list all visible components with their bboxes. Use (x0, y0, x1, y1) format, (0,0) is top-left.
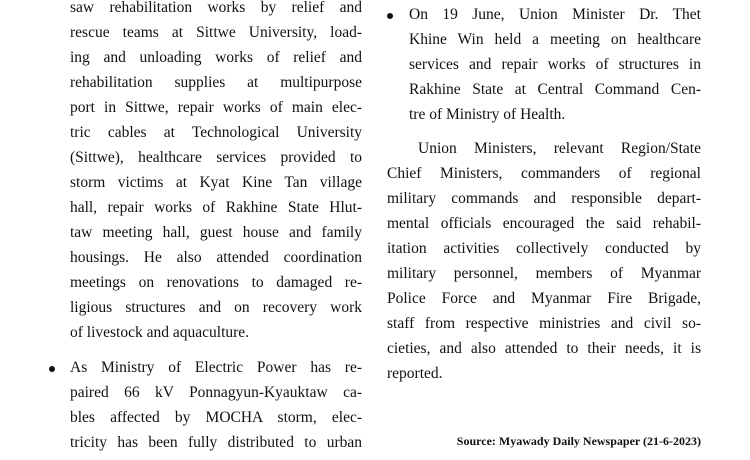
text-line: rescue teams at Sittwe University, load- (70, 24, 362, 41)
bullet-icon (387, 13, 393, 19)
text-line: itation activities collectively conducted by (387, 240, 701, 257)
text-line: On 19 June, Union Minister Dr. Thet (409, 6, 701, 23)
text-line: Police Force and Myanmar Fire Brigade, (387, 290, 701, 307)
text-line: housings. He also attended coordination (70, 249, 362, 266)
text-line: Khine Win held a meeting on healthcare (409, 31, 701, 48)
text-line: tre of Ministry of Health. (409, 106, 566, 123)
text-line: saw rehabilitation works by relief and (70, 0, 362, 16)
text-line: taw meeting hall, guest house and family (70, 224, 362, 241)
text-line: Union Ministers, relevant Region/State (418, 140, 701, 157)
text-line: port in Sittwe, repair works of main elec- (70, 99, 362, 116)
text-line: tricity has been fully distributed to urban (70, 434, 362, 451)
text-line: military personnel, members of Myanmar (387, 265, 701, 282)
text-line: reported. (387, 365, 443, 382)
text-line: bles affected by MOCHA storm, elec- (70, 409, 362, 426)
bullet-icon (49, 366, 55, 372)
text-line: (Sittwe), healthcare services provided to (70, 149, 362, 166)
text-line: cieties, and also attended to their needs, it is (387, 340, 701, 357)
source-citation: Source: Myawady Daily Newspaper (21-6-2023) (456, 434, 701, 448)
text-line: Chief Ministers, commanders of regional (387, 165, 701, 182)
text-line: tric cables at Technological University (70, 124, 362, 141)
text-line: ligious structures and on recovery work (70, 299, 362, 316)
text-line: ing and unloading works of relief and (70, 49, 362, 66)
text-line: rehabilitation supplies at multipurpose (70, 74, 362, 91)
text-line: As Ministry of Electric Power has re- (70, 359, 362, 376)
text-line: mental officials encouraged the said rehabil- (387, 215, 701, 232)
text-line: services and repair works of structures in (409, 56, 701, 73)
text-line: Rakhine State at Central Command Cen- (409, 81, 701, 98)
text-line: paired 66 kV Ponnagyun-Kyauktaw ca- (70, 384, 362, 401)
text-line: staff from respective ministries and civil so- (387, 315, 701, 332)
text-line: meetings on renovations to damaged re- (70, 274, 362, 291)
text-line: storm victims at Kyat Kine Tan village (70, 174, 362, 191)
text-line: hall, repair works of Rakhine State Hlut- (70, 199, 362, 216)
text-line: military commands and responsible depart- (387, 190, 701, 207)
text-line: of livestock and aquaculture. (70, 324, 250, 341)
